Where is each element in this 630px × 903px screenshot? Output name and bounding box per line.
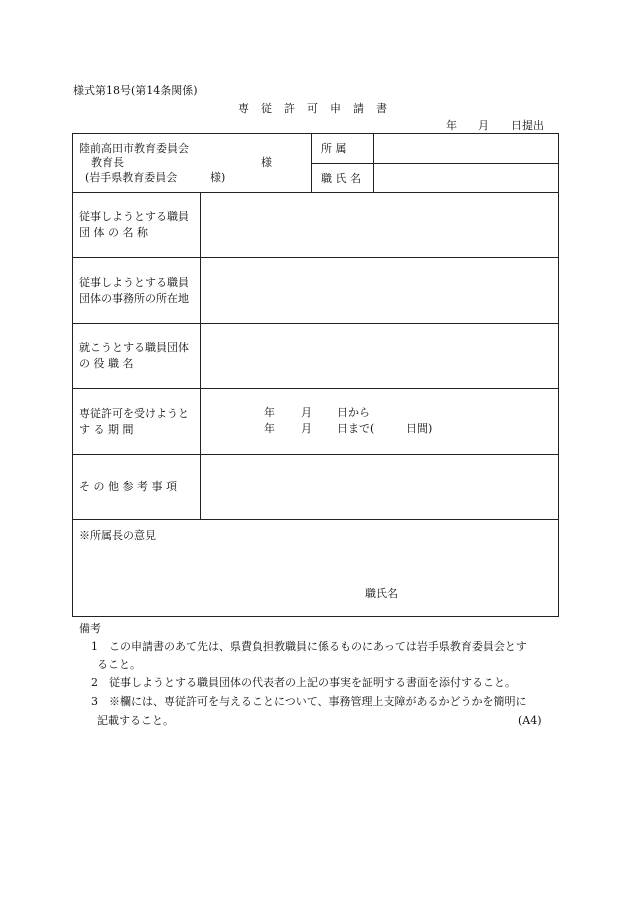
applicant-cell [312,134,559,193]
org-address-label [73,258,201,324]
notes-heading: 備考 [79,622,101,635]
note-text: ※欄には、専従許可を与えることについて、事務管理上支障があるかどうかを簡明に [109,695,527,708]
note-text: 従事しようとする職員団体の代表者の上記の事実を証明する書面を添付すること。 [109,676,516,689]
note-text: この申請書のあて先は、県費負担教職員に係るものにあっては岩手県教育委員会とす [109,640,527,653]
title-char: 専 [238,102,249,115]
form-number: 様式第18号(第14条関係) [73,84,198,97]
period-days: 日間) [406,422,433,435]
org-name-label [73,193,201,258]
opinion-cell[interactable] [73,520,559,617]
date-year: 年 [446,119,457,132]
note-number: 2 [91,676,98,689]
from-month: 月 [301,406,312,419]
name-label: 職 氏 名 [312,163,373,192]
title-char: 従 [261,102,272,115]
addressee-honorific: 様 [261,156,272,169]
application-table [72,133,559,617]
to-day: 日まで( [337,422,375,435]
title-char: 申 [330,102,341,115]
org-name-label-line1: 従事しようとする職員 [79,210,189,223]
note-text-cont: 記載すること。 [97,714,174,727]
addressee-line3: (岩手県教育委員会 [85,171,178,184]
addressee-line1: 陸前高田市教育委員会 [79,142,189,155]
to-year: 年 [264,422,275,435]
position-label [73,324,201,389]
period-label-line1: 専従許可を受けようと [79,406,189,420]
position-label-line1: 就こうとする職員団体 [79,341,189,354]
from-day: 日から [337,406,370,419]
title-char: 許 [284,102,295,115]
title-char: 可 [307,102,318,115]
org-address-input[interactable] [201,258,559,324]
org-name-input[interactable] [201,193,559,258]
date-submitted: 日提出 [511,119,544,132]
other-label: そ の 他 参 考 事 項 [73,455,201,520]
title-char: 請 [353,102,364,115]
addressee-title: 教育長 [91,156,124,169]
org-address-label-line2: 団体の事務所の所在地 [79,291,189,305]
paper-size: (A4) [518,714,542,727]
affiliation-label: 所 属 [312,134,373,163]
note-text-cont: ること。 [97,658,141,671]
to-month: 月 [301,422,312,435]
opinion-label: ※所属長の意見 [79,529,156,542]
org-address-label-line1: 従事しようとする職員 [79,275,189,289]
form-title [238,102,408,116]
opinion-signature-label: 職氏名 [365,587,398,600]
org-name-label-line2: 団 体 の 名 称 [79,226,148,239]
position-input[interactable] [201,324,559,389]
period-label-line2: す る 期 間 [79,422,134,436]
other-input[interactable] [201,455,559,520]
affiliation-input[interactable] [373,134,558,163]
period-input[interactable] [201,389,559,455]
addressee-cell [73,134,312,193]
note-number: 1 [91,640,98,653]
date-month: 月 [478,119,489,132]
period-label [73,389,201,455]
position-label-line2: の 役 職 名 [79,357,134,370]
note-number: 3 [91,695,98,708]
from-year: 年 [264,406,275,419]
addressee-line3-honorific: 様) [210,171,226,184]
name-input[interactable] [373,163,558,192]
title-char: 書 [376,102,387,115]
